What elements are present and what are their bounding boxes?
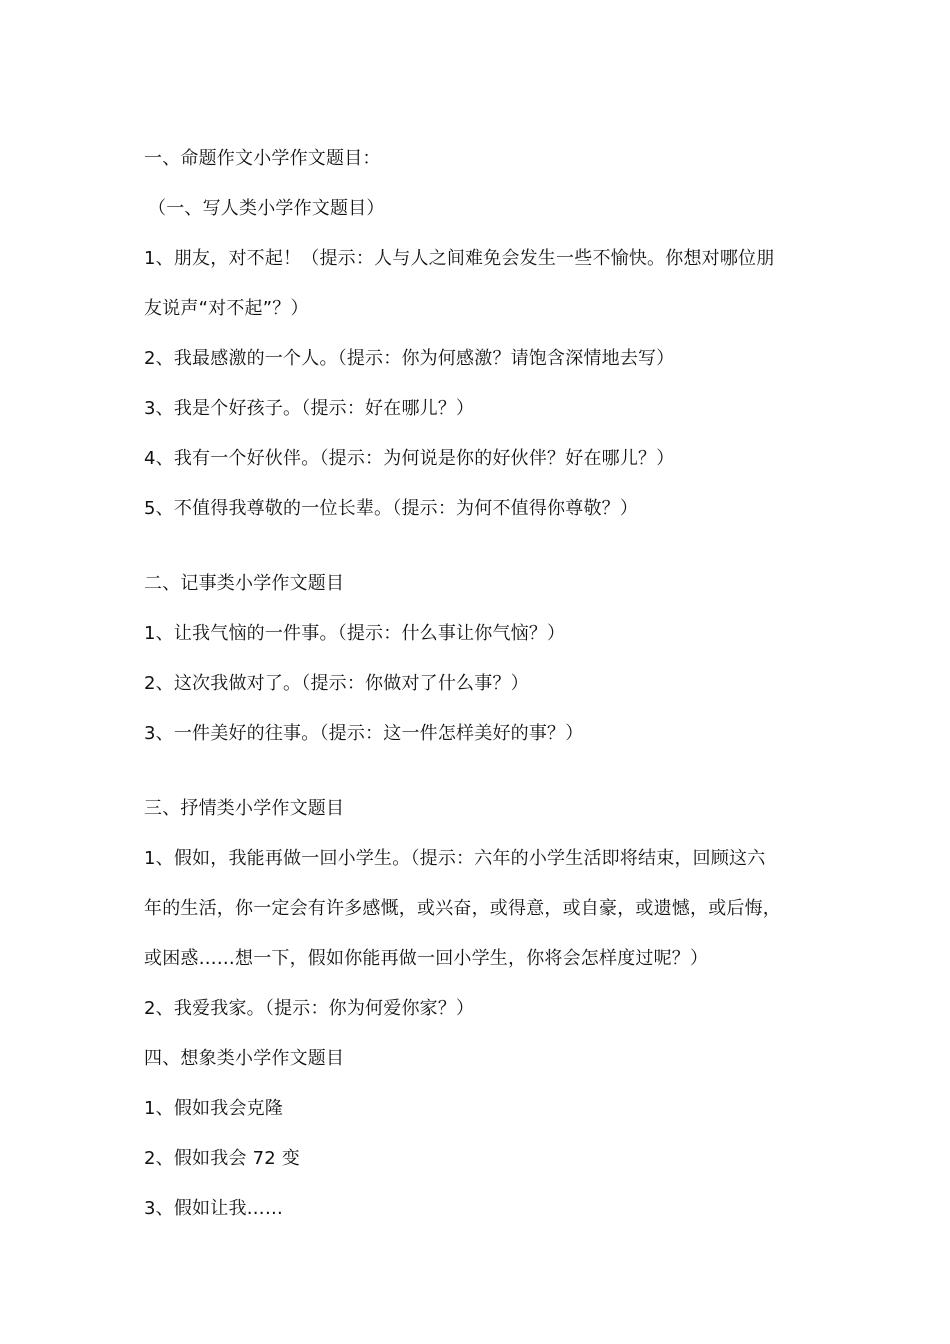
- list-item: 友说声“对不起”？）: [144, 298, 309, 319]
- list-item: 1、假如，我能再做一回小学生。（提示：六年的小学生活即将结束，回顾这六: [144, 848, 766, 869]
- section-spacer: [144, 759, 824, 784]
- list-item: 2、我最感激的一个人。（提示：你为何感激？请饱含深情地去写）: [144, 348, 675, 369]
- list-item: 年的生活，你一定会有许多感慨，或兴奋，或得意，或自豪，或遗憾，或后悔，: [144, 898, 781, 919]
- list-item: 3、一件美好的往事。（提示：这一件怎样美好的事？）: [144, 723, 584, 744]
- list-item: 1、假如我会克隆: [144, 1098, 284, 1119]
- list-item: 3、假如让我……: [144, 1198, 284, 1219]
- list-item: 1、朋友，对不起！（提示：人与人之间难免会发生一些不愉快。你想对哪位朋: [144, 248, 775, 269]
- document-heading: 一、命题作文小学作文题目：: [144, 148, 381, 169]
- section-title-emotion: 三、抒情类小学作文题目: [144, 798, 345, 819]
- section-title-events: 二、记事类小学作文题目: [144, 573, 345, 594]
- list-item: 2、假如我会 72 变: [144, 1148, 300, 1169]
- document-body: [144, 134, 824, 1234]
- list-item: 1、让我气恼的一件事。（提示：什么事让你气恼？）: [144, 623, 566, 644]
- list-item: 3、我是个好孩子。（提示：好在哪儿？）: [144, 398, 475, 419]
- list-item: 5、不值得我尊敬的一位长辈。（提示：为何不值得你尊敬？）: [144, 498, 639, 519]
- section-title-imagination: 四、想象类小学作文题目: [144, 1048, 345, 1069]
- list-item: 2、这次我做对了。（提示：你做对了什么事？）: [144, 673, 529, 694]
- list-item: 2、我爱我家。（提示：你为何爱你家？）: [144, 998, 475, 1019]
- section-spacer: [144, 534, 824, 559]
- list-item: 4、我有一个好伙伴。（提示：为何说是你的好伙伴？好在哪儿？）: [144, 448, 675, 469]
- list-item: 或困惑……想一下，假如你能再做一回小学生，你将会怎样度过呢？）: [144, 948, 709, 969]
- section-title-people: （一、写人类小学作文题目）: [148, 198, 385, 219]
